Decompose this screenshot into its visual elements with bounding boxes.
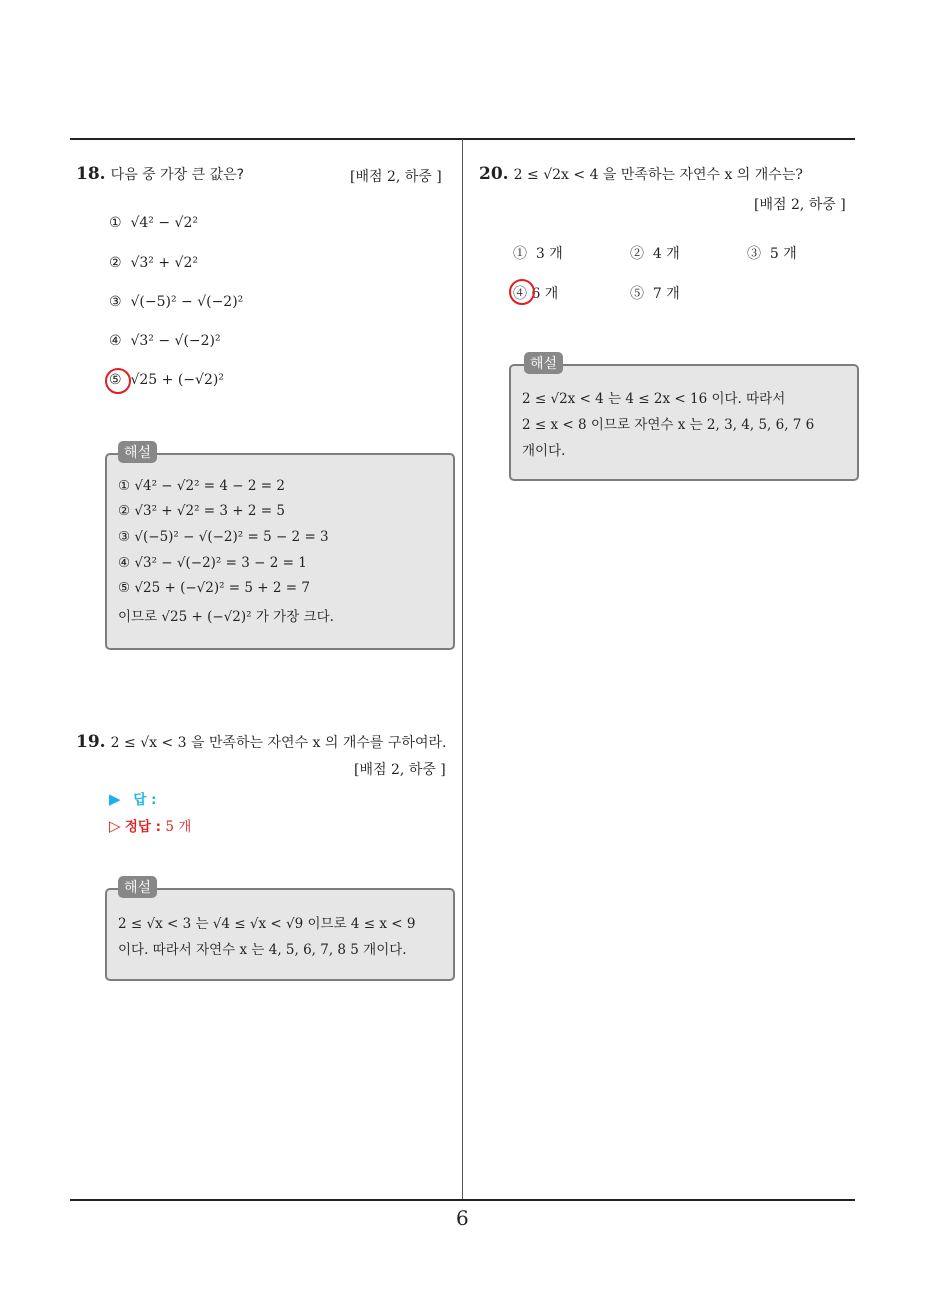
- question-number: 19.: [76, 732, 106, 752]
- selected-answer-circle: [509, 279, 535, 305]
- triangle-outline-icon: ▷: [109, 817, 121, 835]
- question-19-points: [배점 2, 하중 ]: [354, 762, 446, 778]
- option-label: 7 개: [652, 286, 680, 302]
- question-number: 18.: [76, 164, 106, 184]
- q20-solution-line: 개이다.: [522, 443, 566, 459]
- option-mark: ①: [109, 215, 122, 231]
- correct-answer-row: [109, 815, 191, 835]
- q18-solution-line: ② √3² + √2² = 3 + 2 = 5: [118, 503, 285, 519]
- q20-option-5[interactable]: [630, 283, 680, 303]
- bottom-rule: [70, 1199, 855, 1201]
- option-mark: ⑤: [109, 372, 122, 388]
- question-number: 20.: [479, 164, 509, 184]
- column-divider: [462, 139, 463, 1201]
- question-19-header: [76, 732, 446, 752]
- option-mark: ⑤: [630, 286, 644, 302]
- option-mark: ②: [630, 246, 644, 262]
- option-expr: √(−5)² − √(−2)²: [130, 294, 244, 310]
- question-20-points: [배점 2, 하중 ]: [754, 197, 846, 213]
- selected-answer-circle: [105, 368, 131, 394]
- q18-option-4[interactable]: [109, 333, 221, 349]
- q18-solution-line: ① √4² − √2² = 4 − 2 = 2: [118, 478, 285, 494]
- page-number: 6: [456, 1206, 469, 1230]
- correct-label: 정답 :: [124, 819, 162, 835]
- option-mark: ④: [513, 286, 527, 302]
- q19-solution-line: 2 ≤ √x < 3 는 √4 ≤ √x < √9 이므로 4 ≤ x < 9: [118, 916, 416, 932]
- q18-option-3[interactable]: [109, 294, 243, 310]
- q18-option-2[interactable]: [109, 255, 198, 271]
- correct-value: 5 개: [165, 819, 192, 835]
- q18-solution-line: ⑤ √25 + (−√2)² = 5 + 2 = 7: [118, 580, 310, 596]
- q20-option-3[interactable]: [747, 243, 797, 263]
- question-18-points: [배점 2, 하중 ]: [350, 169, 442, 185]
- q19-solution-box: [105, 888, 455, 981]
- question-text: 2 ≤ √x < 3 을 만족하는 자연수 x 의 개수를 구하여라.: [110, 735, 447, 751]
- q20-solution-tag: 해설: [524, 352, 563, 374]
- q20-solution-line: 2 ≤ √2x < 4 는 4 ≤ 2x < 16 이다. 따라서: [522, 391, 786, 407]
- option-label: 3 개: [535, 246, 563, 262]
- q18-solution-line: 이므로 √25 + (−√2)² 가 가장 크다.: [118, 609, 334, 625]
- answer-label: 답 :: [133, 792, 157, 808]
- option-label: 6 개: [531, 286, 559, 302]
- q20-option-1[interactable]: [513, 243, 563, 263]
- option-expr: √3² + √2²: [130, 255, 198, 271]
- q20-option-2[interactable]: [630, 243, 680, 263]
- option-mark: ②: [109, 255, 122, 271]
- q20-solution-line: 2 ≤ x < 8 이므로 자연수 x 는 2, 3, 4, 5, 6, 7 6: [522, 417, 815, 433]
- question-18-header: [76, 164, 244, 184]
- option-mark: ③: [747, 246, 761, 262]
- q19-solution-tag: 해설: [118, 876, 157, 898]
- q19-solution-line: 이다. 따라서 자연수 x 는 4, 5, 6, 7, 8 5 개이다.: [118, 942, 407, 958]
- question-text: 다음 중 가장 큰 값은?: [110, 167, 245, 183]
- answer-input-row[interactable]: [109, 788, 157, 808]
- q18-solution-line: ③ √(−5)² − √(−2)² = 5 − 2 = 3: [118, 529, 329, 545]
- play-icon: ▶: [109, 790, 121, 808]
- question-text: 2 ≤ √2x < 4 을 만족하는 자연수 x 의 개수는?: [513, 167, 803, 183]
- option-expr: √3² − √(−2)²: [130, 333, 221, 349]
- question-20-header: [479, 164, 803, 184]
- option-mark: ③: [109, 294, 122, 310]
- option-mark: ①: [513, 246, 527, 262]
- option-expr: √25 + (−√2)²: [130, 372, 224, 388]
- option-label: 4 개: [652, 246, 680, 262]
- option-expr: √4² − √2²: [130, 215, 198, 231]
- option-label: 5 개: [769, 246, 797, 262]
- q18-solution-line: ④ √3² − √(−2)² = 3 − 2 = 1: [118, 555, 307, 571]
- q18-solution-tag: 해설: [118, 441, 157, 463]
- q18-option-1[interactable]: [109, 215, 198, 231]
- option-mark: ④: [109, 333, 122, 349]
